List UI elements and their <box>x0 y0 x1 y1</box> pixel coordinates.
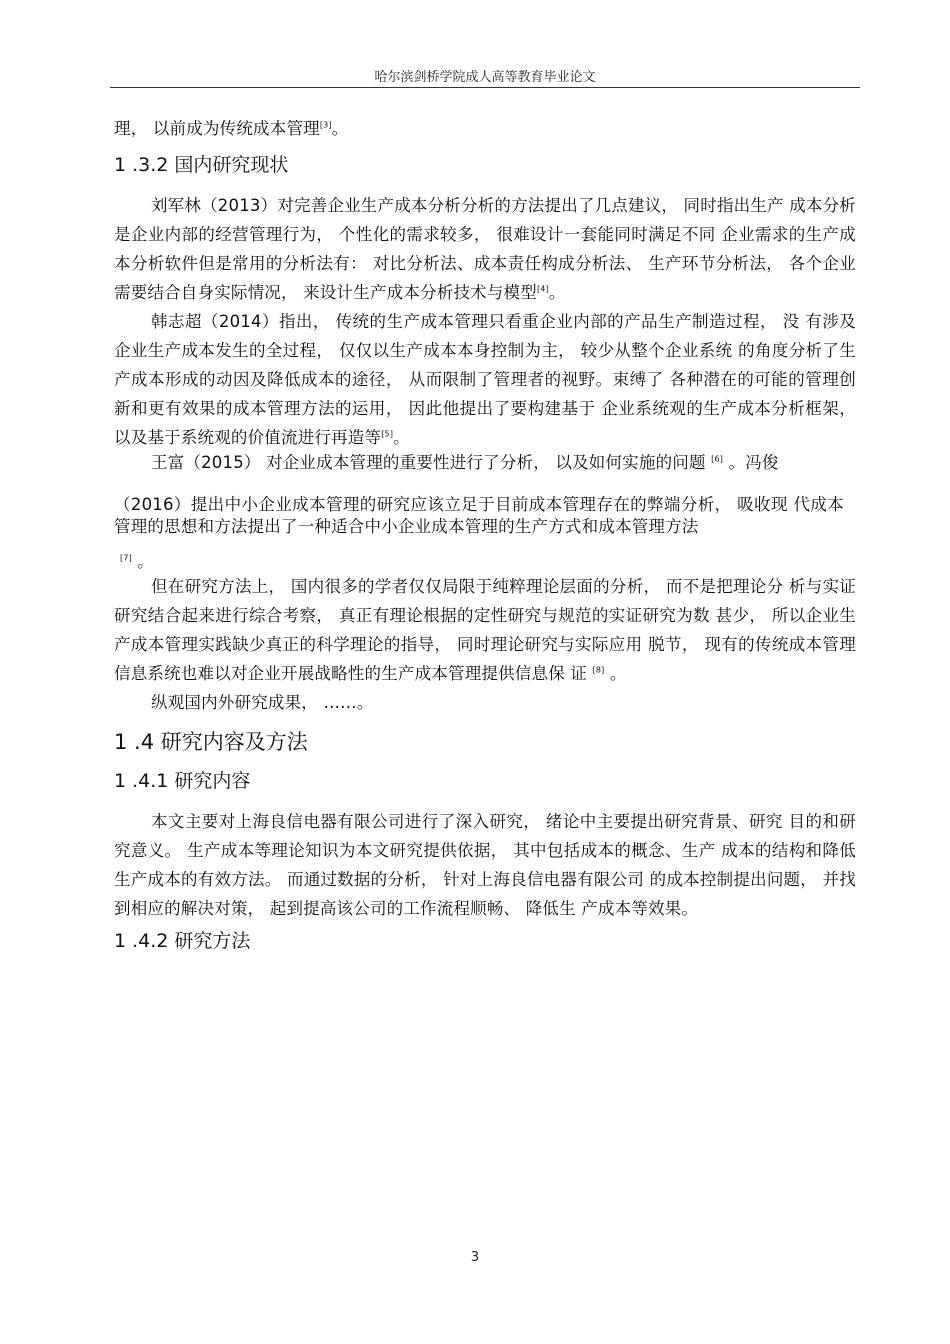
citation-ref: [7] <box>120 553 132 563</box>
paragraph-continuation: 理， 以前成为传统成本管理[3]。 <box>114 119 349 138</box>
citation-ref: [8] <box>592 665 605 675</box>
citation-ref: [6] <box>711 454 724 464</box>
paragraph-feng-jun: （2016）提出中小企业成本管理的研究应该立足于目前成本管理存在的弊端分析， 吸收现 代成本管理的思想和方法提出了一种适合中小企业成本管理的生产方式和成本管理方法 <box>114 495 844 536</box>
paragraph-wang-fu: 王富（2015） 对企业成本管理的重要性进行了分析， 以及如何实施的问题 [6] 。冯俊 <box>151 453 779 472</box>
paragraph-han-zhichao: 韩志超（2014）指出， 传统的生产成本管理只看重企业内部的产品生产制造过程， 没 有涉及企业生产成本发生的全过程， 仅仅以生产成本本身控制为主， 较少从整个企业系统 的角度分析了生产成本形成的动因及降低成本的途径， 从而限制了管理者的视野。束缚了 各种潜在的可能的管理创新和更有效果的成本管理方法的运用， 因此他提出了要构建基于 企业系统观的生产成本分析框架， 以及基于系统观的价值流进行再造等[5]。 <box>114 312 856 447</box>
paragraph-research-content: 本文主要对上海良信电器有限公司进行了深入研究， 绪论中主要提出研究背景、研究 目的和研究意义。 生产成本等理论知识为本文研究提供依据， 其中包括成本的概念、生产 成本的结构和降低生产成本的有效方法。 而通过数据的分析， 针对上海良信电器有限公司 的成本控制提出问题， 并找到相应的解决对策， 起到提高该公司的工作流程顺畅、 降低生 产成本等效果。 <box>114 812 856 918</box>
section-heading-1-3-2: 1 .3.2 国内研究现状 <box>114 154 289 176</box>
paragraph-research-method: 但在研究方法上， 国内很多的学者仅仅局限于纯粹理论层面的分析， 而不是把理论分 析与实证研究结合起来进行综合考察， 真正有理论根据的定性研究与规范的实证研究为数 甚少， 所以企业生产成本管理实践缺少真正的科学理论的指导， 同时理论研究与实际应用 脱节， 现有的传统成本管理信息系统也难以对企业开展战略性的生产成本管理提供信息保 证 [8] 。 <box>114 577 856 683</box>
page-number: 3 <box>470 1250 480 1265</box>
paragraph-liu-junlin: 刘军林（2013）对完善企业生产成本分析分析的方法提出了几点建议， 同时指出生产 成本分析是企业内部的经营管理行为， 个性化的需求较多， 很难设计一套能同时满足不同 企业需求的生产成本分析软件但是常用的分析法有： 对比分析法、成本责任构成分析法、 生产环节分析法， 各个企业需要结合自身实际情况， 来设计生产成本分析技术与模型[4]。 <box>114 196 856 302</box>
header-rule <box>110 87 860 88</box>
section-heading-1-4-1: 1 .4.1 研究内容 <box>114 770 251 792</box>
citation-ref: [5] <box>381 429 394 439</box>
section-heading-1-4-2: 1 .4.2 研究方法 <box>114 930 251 952</box>
section-heading-1-4: 1 .4 研究内容及方法 <box>114 730 308 754</box>
page-header: 哈尔滨剑桥学院成人高等教育毕业论文 <box>374 70 596 85</box>
page-content <box>114 114 856 967</box>
citation-line: [7] 。 <box>120 552 154 571</box>
paragraph-overview: 纵观国内外研究成果， ……。 <box>151 693 374 712</box>
citation-ref: [3] <box>319 120 332 130</box>
citation-ref: [4] <box>536 284 549 294</box>
